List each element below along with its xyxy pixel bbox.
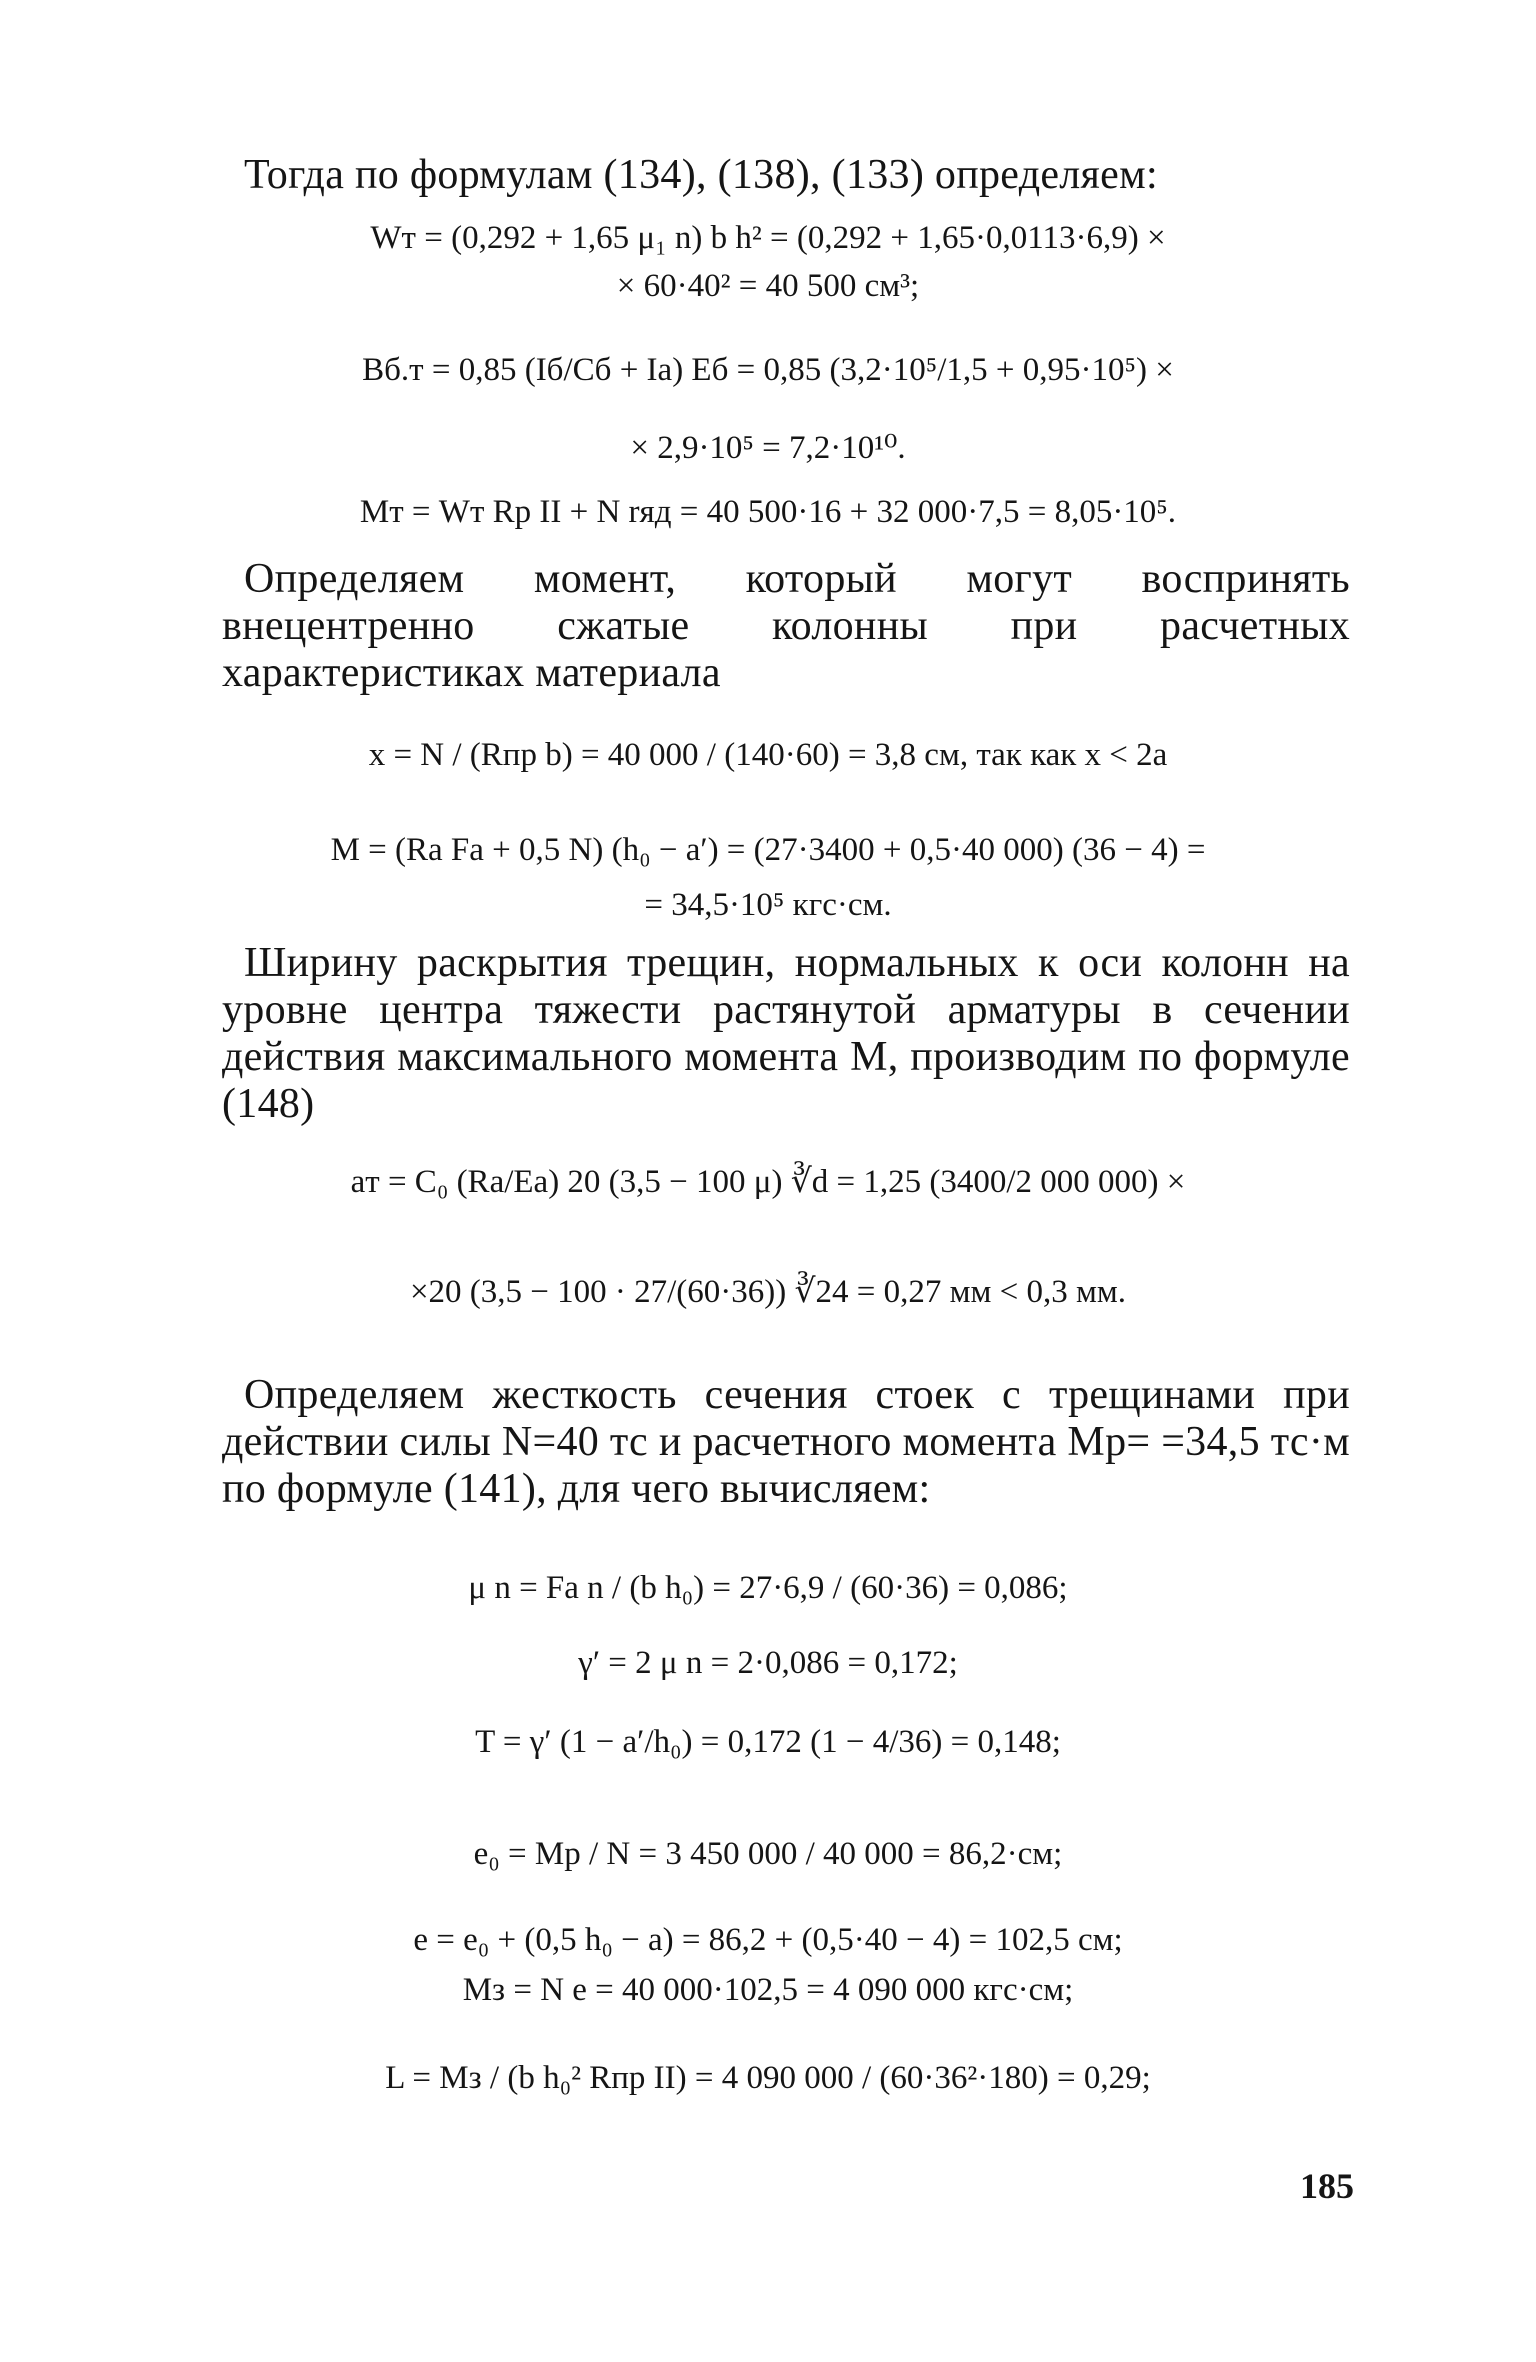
formula-t: T = γ′ (1 − a′/h₀) = 0,172 (1 − 4/36) = 0,148; (475, 1724, 1061, 1760)
formula-e: e = e₀ + (0,5 h₀ − a) = 86,2 + (0,5·40 − 4) = 102,5 см; (413, 1922, 1123, 1958)
formula-m-line2: = 34,5·10⁵ кгс·см. (644, 887, 892, 923)
formula-at-line1: aт = C₀ (Rа/Eа) 20 (3,5 − 100 μ) ∛d = 1,25 (3400/2 000 000) × (350, 1164, 1186, 1200)
formula-wt-line1: Wт = (0,292 + 1,65 μ₁ n) b h² = (0,292 + 1,65·0,0113·6,9) × (370, 220, 1166, 256)
formula-m-line1: M = (Rа Fа + 0,5 N) (h₀ − a′) = (27·3400 + 0,5·40 000) (36 − 4) = (330, 832, 1206, 868)
page-number: 185 (1300, 2166, 1354, 2206)
formula-mu-n: μ n = Fа n / (b h₀) = 27·6,9 / (60·36) = 0,086; (468, 1570, 1068, 1606)
formula-bbt-line2: × 2,9·10⁵ = 7,2·10¹⁰. (630, 430, 906, 466)
formula-mt: Mт = Wт Rр II + N rяд = 40 500·16 + 32 000·7,5 = 8,05·10⁵. (359, 494, 1177, 530)
paragraph-3: Ширину раскрытия трещин, нормальных к оси колонн на уровне центра тяжести растянутой арматуры в сечении действия максимального момента М, производим по формуле (148) (222, 940, 1350, 1127)
formula-wt-line2: × 60·40² = 40 500 см³; (616, 268, 920, 304)
formula-mz: Mз = N e = 40 000·102,5 = 4 090 000 кгс·см; (462, 1972, 1074, 2008)
formula-at-line2: ×20 (3,5 − 100 · 27/(60·36)) ∛24 = 0,27 мм < 0,3 мм. (409, 1274, 1127, 1310)
formula-e0: e₀ = Mр / N = 3 450 000 / 40 000 = 86,2·см; (473, 1836, 1063, 1872)
paragraph-4: Определяем жесткость сечения стоек с трещинами при действии силы N=40 тс и расчетного момента Mр= =34,5 тс·м по формуле (141), для чего вычисляем: (222, 1372, 1350, 1512)
formula-bbt-line1: Bб.т = 0,85 (Iб/Cб + Iа) Eб = 0,85 (3,2·10⁵/1,5 + 0,95·10⁵) × (362, 352, 1174, 388)
formula-l: L = Mз / (b h₀² Rпр II) = 4 090 000 / (60·36²·180) = 0,29; (385, 2060, 1151, 2096)
formula-gamma: γ′ = 2 μ n = 2·0,086 = 0,172; (578, 1645, 958, 1681)
formula-x: x = N / (Rпр b) = 40 000 / (140·60) = 3,8 см, так как x < 2a (368, 737, 1168, 773)
paragraph-2: Определяем момент, который могут воспринять внецентренно сжатые колонны при расчетных характеристиках материала (222, 556, 1350, 696)
paragraph-1: Тогда по формулам (134), (138), (133) определяем: (244, 152, 1158, 198)
